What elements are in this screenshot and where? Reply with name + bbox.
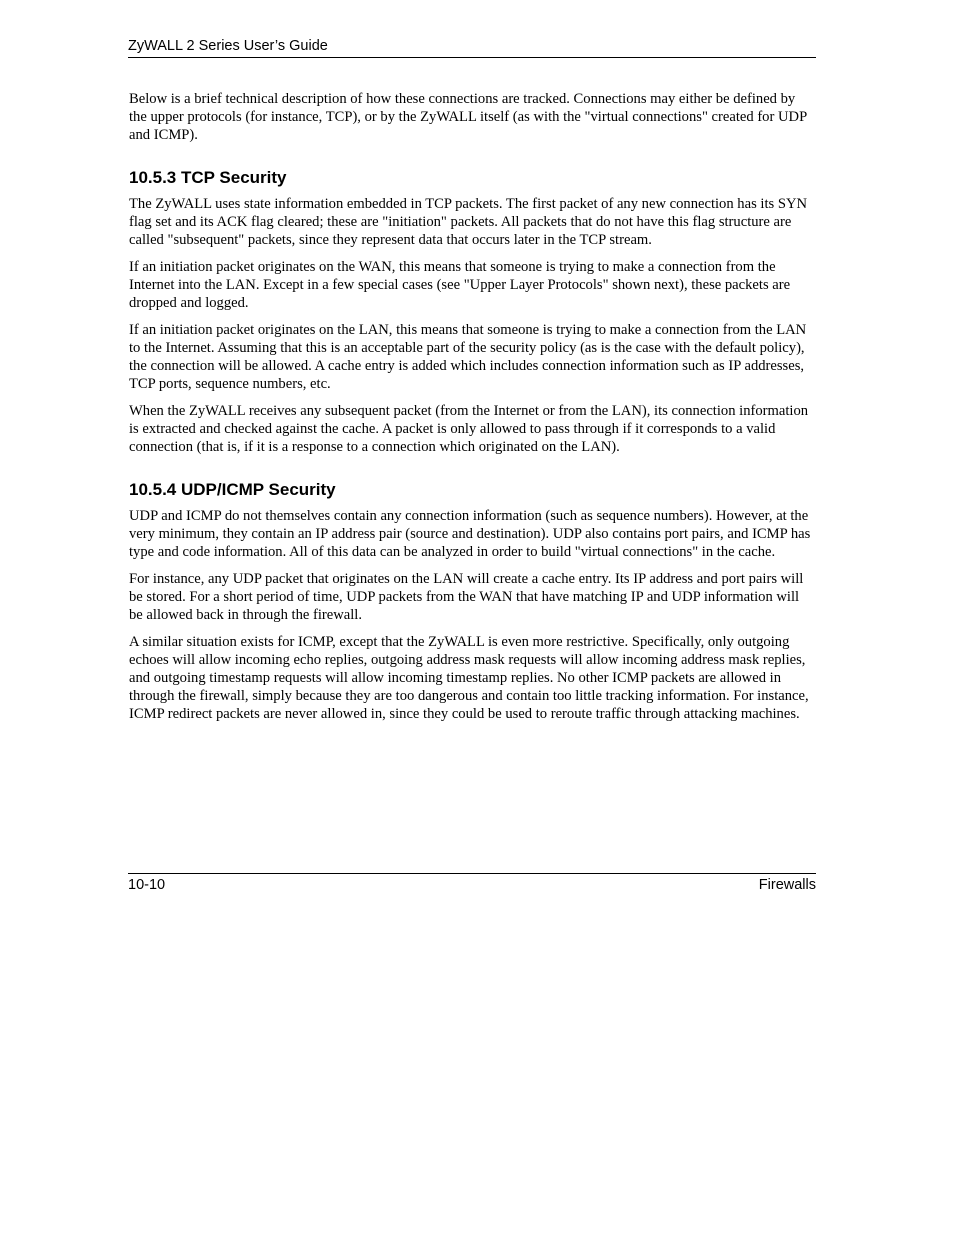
tcp-paragraph-2: If an initiation packet originates on the WAN, this means that someone is trying to make a connection from the Internet into the LAN. Except in a few special cases (see "Upper Layer Protocols" shown next), these packets are dropped and logged. xyxy=(129,259,791,311)
section-heading-udp-icmp-security: 10.5.4 UDP/ICMP Security xyxy=(129,480,336,499)
document-title: ZyWALL 2 Series User’s Guide xyxy=(128,38,328,54)
chapter-name: Firewalls xyxy=(758,877,816,893)
tcp-paragraph-3: If an initiation packet originates on the LAN, this means that someone is trying to make a connection from the LAN to the Internet. Assuming that this is an acceptable part of the security policy (as is the case with the default policy), the connection will be allowed. A cache entry is added which includes connection information such as IP addresses, TCP ports, sequence numbers, etc. xyxy=(129,322,807,392)
section-heading-tcp-security: 10.5.3 TCP Security xyxy=(129,168,287,187)
page-number: 10-10 xyxy=(128,877,166,893)
page-footer xyxy=(128,873,816,894)
page-content xyxy=(129,90,816,732)
page-header xyxy=(128,37,816,58)
intro-paragraph: Below is a brief technical description of how these connections are tracked. Connections may either be defined by the upper protocols (for instance, TCP), or by the ZyWALL itself (as with the "virtual connections" created for UDP and ICMP). xyxy=(129,91,807,143)
udp-paragraph-2: For instance, any UDP packet that originates on the LAN will create a cache entry. Its IP address and port pairs will be stored. For a short period of time, UDP packets from the WAN that have matching IP and UDP information will be allowed back in through the firewall. xyxy=(129,571,804,623)
tcp-paragraph-4: When the ZyWALL receives any subsequent packet (from the Internet or from the LAN), its connection information is extracted and checked against the cache. A packet is only allowed to pass through if it corresponds to a valid connection (that is, if it is a response to a connection which originated on the LAN). xyxy=(129,403,809,455)
udp-paragraph-3: A similar situation exists for ICMP, except that the ZyWALL is even more restrictive. Specifically, only outgoing echoes will allow incoming echo replies, outgoing address mask requests will allow incoming address mask replies, and outgoing timestamp requests will allow incoming timestamp replies. No other ICMP packets are allowed in through the firewall, simply because they are too dangerous and contain too little tracking information. For instance, ICMP redirect packets are never allowed in, since they could be used to reroute traffic through attacking machines. xyxy=(129,634,809,722)
udp-paragraph-1: UDP and ICMP do not themselves contain any connection information (such as sequence numbers). However, at the very minimum, they contain an IP address pair (source and destination). UDP also contains port pairs, and ICMP has type and code information. All of this data can be analyzed in order to build "virtual connections" in the cache. xyxy=(129,508,811,560)
tcp-paragraph-1: The ZyWALL uses state information embedded in TCP packets. The first packet of any new connection has its SYN flag set and its ACK flag cleared; these are "initiation" packets. All packets that do not have this flag structure are called "subsequent" packets, since they represent data that occurs later in the TCP stream. xyxy=(129,196,808,248)
